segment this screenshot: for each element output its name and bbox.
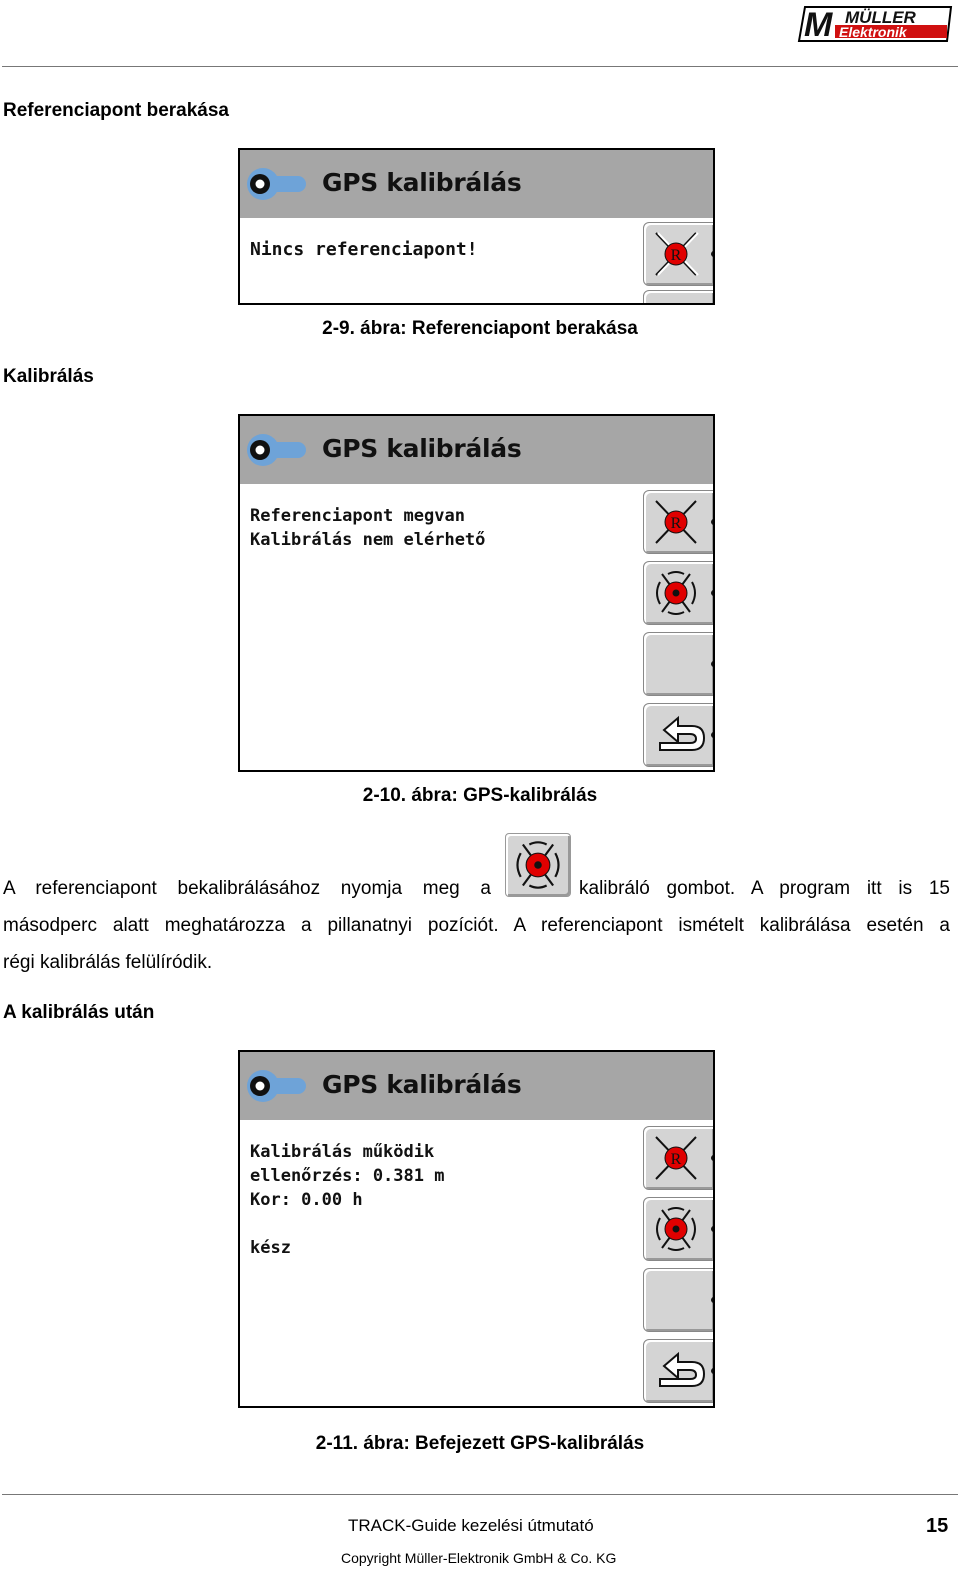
back-softkey[interactable] [643,703,715,767]
company-logo [795,3,955,45]
logo-line2: Elektronik [839,24,907,40]
paragraph-text: kalibráló gombot. A program itt is 15 [579,878,950,899]
reference-point-softkey[interactable] [643,490,715,554]
message-line: kész [250,1238,291,1258]
copyright-notice: Copyright Müller-Elektronik GmbH & Co. KG [341,1550,617,1566]
figure-caption-2-11: 2-11. ábra: Befejezett GPS-kalibrálás [315,1433,645,1454]
back-arrow-icon [652,1346,706,1396]
terminal-screen-calibration [238,414,715,772]
svg-text:M: M [804,6,833,44]
header-divider [2,66,958,67]
screen-message [250,1140,444,1260]
message-line: Kor: 0.00 h [250,1190,363,1210]
calibrate-icon [652,1204,700,1254]
empty-softkey[interactable] [643,1268,715,1332]
screen-message: Nincs referenciapont! [250,239,478,260]
screen-title: GPS kalibrálás [322,168,522,197]
reference-point-icon [652,497,700,547]
back-softkey[interactable] [643,1339,715,1403]
section-heading-reference: Referenciapont berakása [3,100,229,121]
svg-text:R: R [670,515,682,532]
softkey-indicator [711,732,715,738]
page-number: 15 [926,1515,949,1537]
paragraph-text: másodperc alatt meghatározza a pillanatnyi pozíciót. A referenciapont ismételt kalibrálása esetén a [3,915,950,936]
softkey-indicator [711,1368,715,1374]
svg-text:R: R [670,1151,682,1168]
reference-point-softkey[interactable] [643,222,715,286]
screen-message [250,504,485,552]
softkey-indicator [711,251,715,257]
calibrate-button-illustration [505,833,571,897]
screen-titlebar [240,150,713,218]
message-line: Referenciapont megvan [250,506,465,526]
wrench-icon [246,428,308,477]
message-line: Kalibrálás működik [250,1142,435,1162]
calibrate-icon [511,838,565,892]
screen-titlebar [240,1052,713,1120]
footer-divider [2,1494,958,1495]
logo-line1: MÜLLER [845,8,916,27]
paragraph-line1-end [579,870,950,907]
figure-caption-2-9: 2-9. ábra: Referenciapont berakása [322,318,638,339]
softkey-indicator [711,661,715,667]
message-line: ellenőrzés: 0.381 m [250,1166,445,1186]
reference-point-softkey[interactable] [643,1126,715,1190]
paragraph-line2 [3,907,950,944]
figure-caption-2-10: 2-10. ábra: GPS-kalibrálás [362,785,598,806]
paragraph-line1-start [3,870,491,907]
reference-point-icon [652,229,700,279]
terminal-screen-no-reference [238,148,715,305]
svg-text:R: R [670,247,682,264]
paragraph-line3: régi kalibrálás felülíródik. [3,952,213,973]
softkey-indicator [711,519,715,525]
terminal-screen-calibration-done [238,1050,715,1408]
section-heading-after-calibration: A kalibrálás után [3,1002,155,1023]
calibrate-softkey[interactable] [643,561,715,625]
wrench-icon [246,162,308,211]
message-line: Kalibrálás nem elérhető [250,530,486,550]
wrench-icon [246,1064,308,1113]
screen-title: GPS kalibrálás [322,1070,522,1099]
empty-softkey[interactable] [643,632,715,696]
calibrate-icon [652,568,700,618]
screen-titlebar [240,416,713,484]
calibrate-softkey[interactable] [643,290,715,305]
softkey-indicator [711,1155,715,1161]
section-heading-calibration: Kalibrálás [3,366,94,387]
softkey-indicator [711,1226,715,1232]
softkey-indicator [711,590,715,596]
back-arrow-icon [652,710,706,760]
manual-title: TRACK-Guide kezelési útmutató [348,1516,594,1535]
softkey-indicator [711,1297,715,1303]
reference-point-icon [652,1133,700,1183]
calibrate-softkey[interactable] [643,1197,715,1261]
screen-title: GPS kalibrálás [322,434,522,463]
paragraph-text: A referenciapont bekalibrálásához nyomja meg a [3,878,491,899]
